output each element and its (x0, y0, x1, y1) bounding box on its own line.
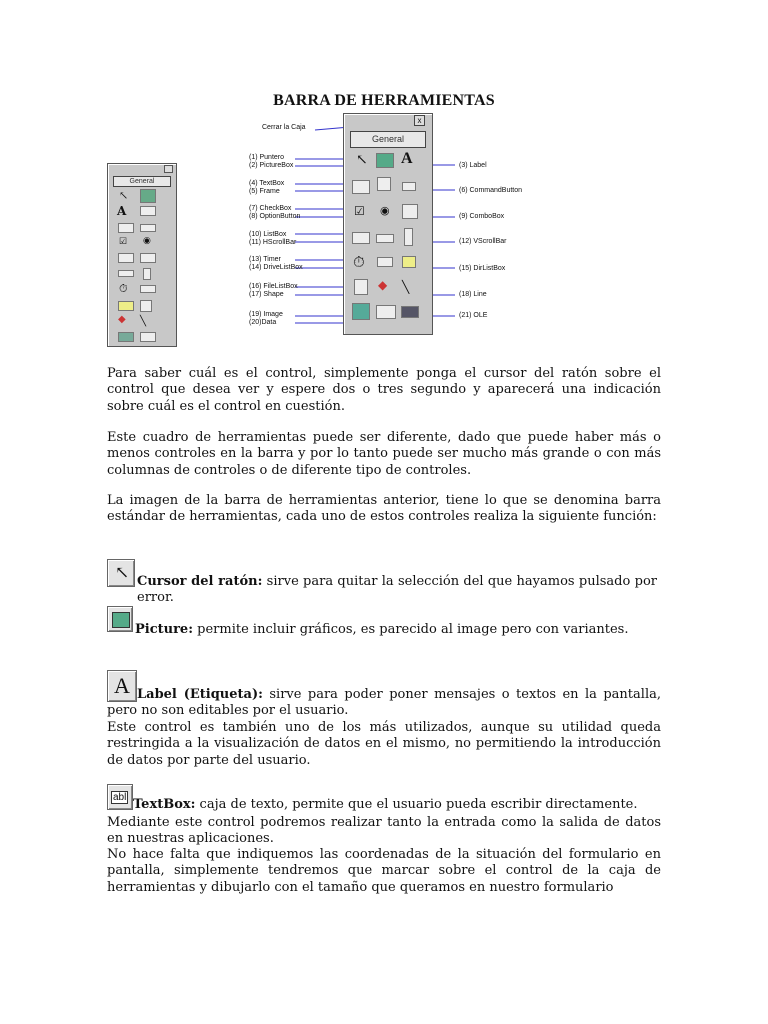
combobox-icon (402, 204, 418, 219)
textbox-extra-1: Mediante este control podremos realizar tanto la entrada como la salida de datos en nuestras aplicaciones. (107, 815, 661, 847)
callout-optionbutton: (8) OptionButton (249, 213, 301, 220)
callout-hscrollbar: (11) HScrollBar (249, 239, 297, 246)
commandbutton-icon (402, 182, 416, 191)
frame-icon (118, 223, 134, 233)
big-toolbox-image (343, 113, 433, 335)
image-icon (352, 303, 370, 320)
callout-checkbox: (7) CheckBox (249, 205, 292, 212)
dirlistbox-icon (118, 301, 134, 311)
hscrollbar-icon (376, 234, 394, 243)
cursor-icon-box (107, 559, 135, 587)
callout-ole: (21) OLE (459, 312, 488, 319)
picture-icon (112, 612, 130, 628)
textbox-text: caja de texto, permite que el usuario pueda escribir directamente. (195, 797, 638, 812)
callout-listbox: (10) ListBox (249, 231, 287, 238)
dirlistbox-icon (402, 256, 416, 268)
picture-description (135, 622, 655, 638)
small-close-icon (164, 165, 173, 173)
callout-dirlistbox: (15) DirListBox (459, 265, 506, 272)
cursor-description (137, 574, 657, 607)
callout-shape: (17) Shape (249, 291, 284, 298)
hscrollbar-icon (118, 270, 134, 277)
shape-icon: ◆ (378, 278, 388, 292)
pointer-icon: ↖ (119, 189, 129, 202)
textbox-extra-2: No hace falta que indiquemos las coordenadas de la situación del formulario en pantalla, simplemente tendremos que marcar sobre el control de la caja de herramientas y dibujarlo con el tamaño que queramos en nuestro formulario (107, 847, 661, 895)
paragraph-2: Este cuadro de herramientas puede ser diferente, dado que puede haber más o menos controles en la barra y por lo tanto puede ser mucho más grande o con más columnas de controles o de diferente tipo de controles. (107, 430, 661, 478)
drivelistbox-icon (377, 257, 393, 267)
combobox-icon (140, 253, 156, 263)
textbox-description (133, 797, 658, 813)
picture-text: permite incluir gráficos, es parecido al image pero con variantes. (193, 622, 629, 637)
commandbutton-icon (140, 224, 156, 232)
picturebox-icon (376, 153, 394, 168)
big-toolbox-general-header: General (350, 131, 426, 148)
checkbox-icon: ☑ (354, 204, 365, 218)
shape-icon: ◆ (118, 314, 126, 325)
drivelistbox-icon (140, 285, 156, 293)
callout-puntero: (1) Puntero (249, 154, 285, 161)
vscrollbar-icon (404, 228, 413, 246)
vscrollbar-icon (143, 268, 151, 280)
callout-commandbutton: (6) CommandButton (459, 187, 523, 194)
label-icon: A (401, 150, 413, 167)
callout-frame: (5) Frame (249, 188, 280, 195)
textbox-title: TextBox: (133, 797, 196, 812)
callout-filelistbox: (16) FileListBox (249, 283, 298, 290)
picture-title: Picture: (135, 622, 194, 637)
callout-combobox: (9) ComboBox (459, 213, 505, 220)
textbox-icon (140, 206, 156, 216)
callout-drivelistbox: (14) DriveListBox (249, 264, 303, 271)
label-description (107, 687, 661, 720)
small-toolbox-general-header: General (113, 176, 171, 187)
textbox-icon (352, 180, 370, 194)
pointer-icon: ↖ (356, 152, 368, 168)
paragraph-1: Para saber cuál es el control, simplemente ponga el cursor del ratón sobre el control que desea ver y espere dos o tres segundo y aparecerá una indicación sobre cuál es el control en cuestión. (107, 366, 661, 414)
close-icon: x (414, 115, 425, 126)
callout-label: (3) Label (459, 162, 487, 169)
callout-picturebox: (2) PictureBox (249, 162, 294, 169)
listbox-icon (118, 253, 134, 263)
data-icon (376, 305, 396, 319)
page-title: BARRA DE HERRAMIENTAS (273, 92, 495, 109)
callout-timer: (13) Timer (249, 256, 281, 263)
ole-icon (401, 306, 419, 318)
line-icon: ╲ (140, 316, 147, 327)
label-extra: Este control es también uno de los más utilizados, aunque su utilidad queda restringida a la visualización de datos en el mismo, no permitiendo la introducción de datos por parte del usuario. (107, 720, 661, 768)
cursor-text: sirve para quitar la selección del que hayamos pulsado por error. (137, 574, 657, 606)
timer-icon: ⏱ (353, 253, 365, 271)
label-icon: A (117, 204, 127, 218)
callout-textbox: (4) TextBox (249, 180, 285, 187)
label-text: sirve para poder poner mensajes o textos en la pantalla, pero no son editables por el usuario. (107, 687, 661, 719)
textbox-icon-box (107, 784, 133, 810)
callout-image: (19) Image (249, 311, 283, 318)
timer-icon: ⏱ (119, 282, 128, 295)
picture-icon-box (107, 606, 133, 632)
checkbox-icon: ☑ (119, 237, 128, 247)
textbox-abl-icon: abl (113, 792, 127, 803)
label-title: Label (Etiqueta): (137, 687, 263, 702)
pointer-icon: ↖ (115, 563, 130, 583)
label-a-icon: A (114, 673, 130, 698)
cursor-title: Cursor del ratón: (137, 574, 263, 589)
callout-vscrollbar: (12) VScrollBar (459, 238, 507, 245)
callout-line: (18) Line (459, 291, 487, 298)
filelistbox-icon (354, 279, 368, 295)
optionbutton-icon: ◉ (380, 204, 390, 217)
picturebox-icon (140, 189, 156, 203)
small-toolbox-image (107, 163, 177, 347)
data-icon (140, 332, 156, 342)
callout-data: (20)Data (249, 319, 277, 326)
paragraph-3: La imagen de la barra de herramientas anterior, tiene lo que se denomina barra estándar de herramientas, cada uno de estos controles realiza la siguiente función: (107, 493, 661, 525)
optionbutton-icon: ◉ (143, 236, 151, 246)
image-icon (118, 332, 134, 342)
close-box-label: Cerrar la Caja (262, 124, 306, 131)
listbox-icon (352, 232, 370, 244)
line-icon: ╲ (402, 280, 410, 294)
filelistbox-icon (140, 300, 152, 312)
frame-icon (377, 177, 391, 191)
